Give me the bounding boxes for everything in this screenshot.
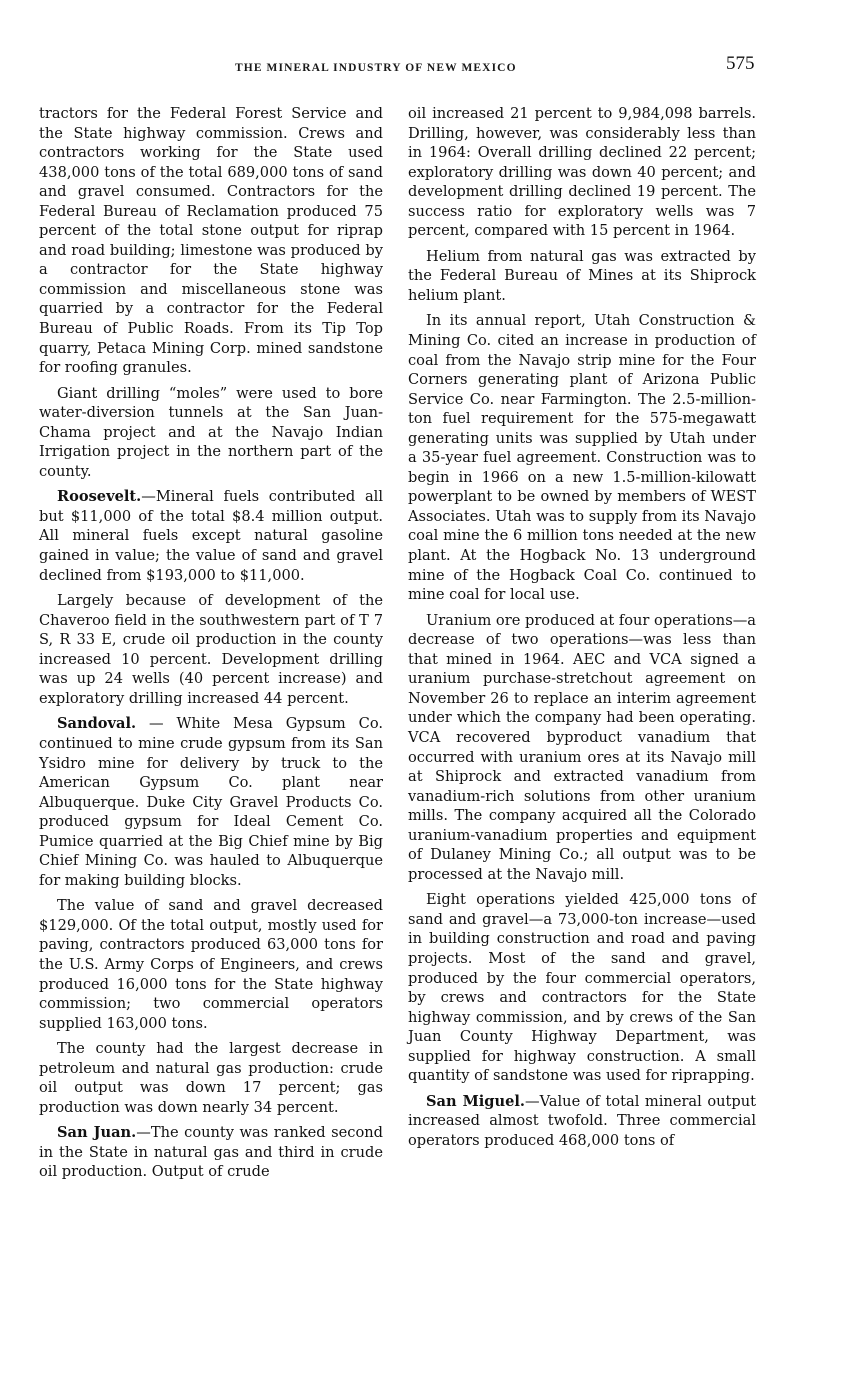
paragraph: Eight operations yielded 425,000 tons of sand and gravel—a 73,000-ton increase—used in building construction and road and paving projects. Most of the sand and gravel, produced by the four commercial operators, by crews and contractors for the State highway commission, and by crews of the San Juan County Highway Department, was supplied for highway construction. A small quantity of sandstone was used for riprapping. [408, 891, 756, 1085]
paragraph: Giant drilling “moles” were used to bore water-diversion tunnels at the San Juan-Chama project and at the Navajo Indian Irrigation project in the northern part of the county. [39, 384, 383, 480]
paragraph: Largely because of development of the Chaveroo field in the southwestern part of T 7 S, R 33 E, crude oil production in the county increased 10 percent. Development drilling was up 24 wells (40 percent increase) and exploratory drilling increased 44 percent. [39, 592, 383, 707]
paragraph: The value of sand and gravel decreased $129,000. Of the total output, mostly used for paving, contractors produced 63,000 tons for the U.S. Army Corps of Engineers, and crews produced 16,000 tons for the State highway commission; two commercial operators supplied 163,000 tons. [39, 897, 383, 1032]
county-heading-san-miguel: San Miguel. [426, 1092, 526, 1110]
paragraph: The county had the largest decrease in petroleum and natural gas production: crude oil output was down 17 percent; gas production was down nearly 34 percent. [39, 1040, 383, 1116]
paragraph: Uranium ore produced at four operations—a decrease of two operations—was less than that mined in 1964. AEC and VCA signed a uranium purchase-stretchout agreement on November 26 to replace an interim agreement under which the company had been operating. VCA recovered byproduct vanadium that occurred with uranium ores at its Navajo mill at Shiprock and extracted vanadium from vanadium-rich solutions from other uranium mills. The company acquired all the Colorado uranium-vanadium properties and equipment of Dulaney Mining Co.; all output was to be processed at the Navajo mill. [408, 611, 756, 883]
paragraph-text: —Value of total mineral output increased almost twofold. Three commercial operators produced 468,000 tons of [408, 1092, 756, 1149]
paragraph: Helium from natural gas was extracted by the Federal Bureau of Mines at its Shiprock helium plant. [408, 247, 756, 304]
paragraph-text: —Mineral fuels contributed all but $11,000 of the total $8.4 million output. All mineral fuels except natural gasoline gained in value; the value of sand and gravel declined from $193,000 to $11,000. [39, 488, 383, 584]
page-number: 575 [726, 53, 755, 74]
right-column [408, 104, 756, 1156]
paragraph-text: — White Mesa Gypsum Co. continued to mine crude gypsum from its San Ysidro mine for delivery by truck to the American Gypsum Co. plant near Albuquerque. Duke City Gravel Products Co. produced gypsum for Ideal Cement Co. Pumice quarried at the Big Chief mine by Big Chief Mining Co. was hauled to Albuquerque for making building blocks. [39, 715, 383, 889]
county-heading-san-juan: San Juan. [57, 1124, 137, 1142]
paragraph-text: —The county was ranked second in the State in natural gas and third in crude oil production. Output of crude [39, 1124, 383, 1181]
county-heading-roosevelt: Roosevelt. [57, 488, 142, 506]
running-title: THE MINERAL INDUSTRY OF NEW MEXICO [235, 62, 517, 74]
paragraph [39, 714, 383, 890]
paragraph [408, 1092, 756, 1151]
paragraph [39, 487, 383, 585]
paragraph: oil increased 21 percent to 9,984,098 barrels. Drilling, however, was considerably less than in 1964: Overall drilling declined 22 percent; exploratory drilling was down 40 percent; and development drilling declined 19 percent. The success ratio for exploratory wells was 7 percent, compared with 15 percent in 1964. [408, 105, 756, 240]
paragraph: In its annual report, Utah Construction & Mining Co. cited an increase in production of coal from the Navajo strip mine for the Four Corners generating plant of Arizona Public Service Co. near Farmington. The 2.5-million-ton fuel requirement for the 575-megawatt generating units was supplied by Utah under a 35-year fuel agreement. Construction was to begin in 1966 on a new 1.5-million-kilowatt powerplant to be owned by members of WEST Associates. Utah was to supply from its Navajo coal mine the 6 million tons needed at the new plant. At the Hogback No. 13 underground mine of the Hogback Coal Co. continued to mine coal for local use. [408, 312, 756, 604]
left-column [39, 104, 383, 1188]
county-heading-sandoval: Sandoval. [57, 715, 137, 733]
paragraph [39, 1123, 383, 1182]
paragraph: tractors for the Federal Forest Service and the State highway commission. Crews and contractors working for the State used 438,000 tons of the total 689,000 tons of sand and gravel consumed. Contractors for the Federal Bureau of Reclamation produced 75 percent of the total stone output for riprap and road building; limestone was produced by a contractor for the State highway commission and miscellaneous stone was quarried by a contractor for the Federal Bureau of Public Roads. From its Tip Top quarry, Petaca Mining Corp. mined sandstone for roofing granules. [39, 105, 383, 377]
